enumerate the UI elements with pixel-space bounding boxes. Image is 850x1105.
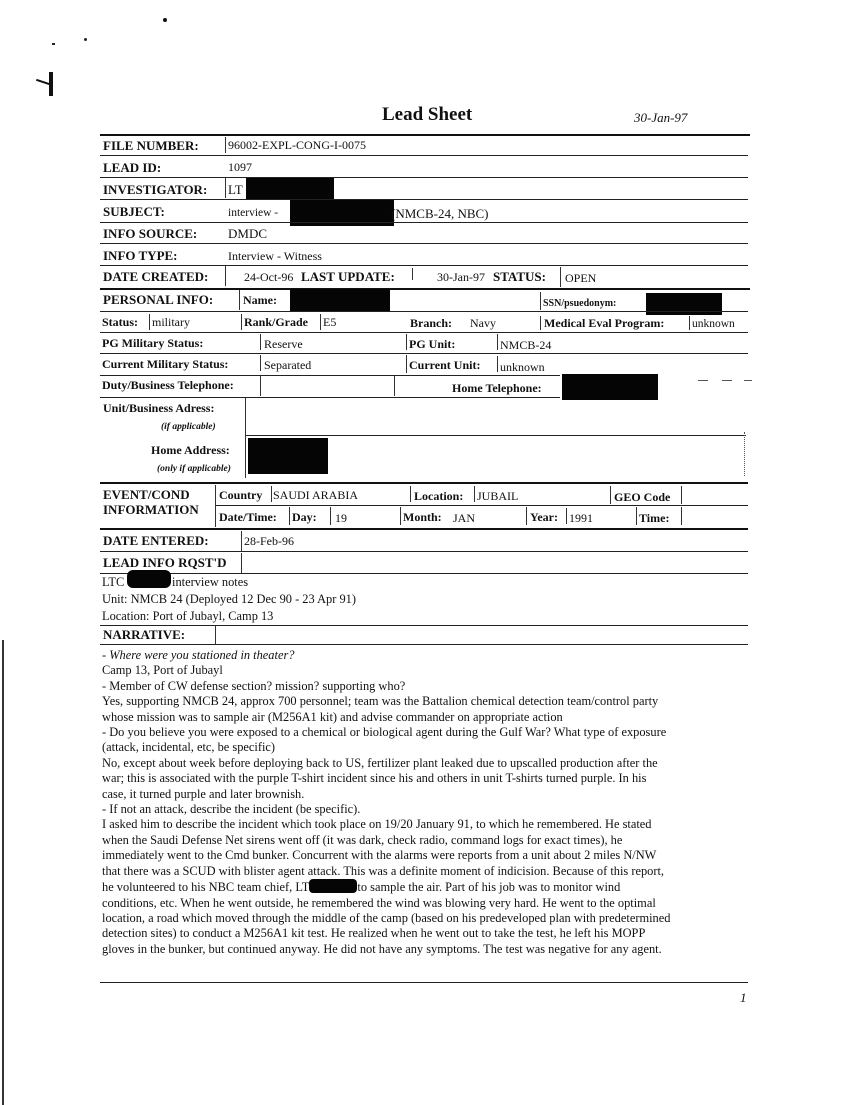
divider [406, 355, 407, 373]
pg-unit-label: PG Unit: [409, 337, 456, 351]
rule [100, 397, 560, 398]
current-status-label: Current Military Status: [102, 357, 229, 371]
info-type-label: INFO TYPE: [103, 248, 178, 263]
rule [100, 155, 748, 156]
divider [560, 267, 561, 287]
date-entered-value: 28-Feb-96 [244, 534, 294, 548]
redaction [246, 178, 334, 200]
unit-address-label: Unit/Business Adress: [103, 401, 215, 415]
scan-mark [36, 79, 50, 85]
divider [260, 376, 261, 396]
narrative-line: Camp 13, Port of Jubayl [102, 663, 223, 678]
divider [681, 507, 682, 525]
page-title: Lead Sheet [382, 104, 473, 125]
status-value: OPEN [565, 271, 597, 285]
divider [497, 334, 498, 350]
divider [689, 316, 690, 330]
rule [100, 177, 748, 178]
divider [540, 292, 541, 310]
rule [100, 265, 748, 266]
redaction [127, 570, 171, 588]
divider [744, 432, 745, 476]
redaction [309, 879, 357, 893]
date-created-value: 24-Oct-96 [244, 270, 294, 284]
subject-value-suffix: (NMCB-24, NBC) [391, 206, 489, 221]
narrative-body [102, 648, 742, 957]
narrative-line: detection sites) to conduct a M256A1 kit test. He realized when he went out to take the test, he left his MOPP [102, 926, 646, 941]
narrative-line: immediately went to the Cmd bunker. Concurrent with the alarms were reports from a unit about 2 miles N/NW [102, 848, 657, 863]
divider [241, 531, 242, 551]
file-number-label: FILE NUMBER: [103, 138, 199, 153]
rule [100, 288, 750, 290]
divider [636, 507, 637, 525]
subject-value-prefix: interview - [228, 207, 279, 219]
narrative-line: location, a road which moved through the middle of the camp (based on his predeveloped plan with predetermined [102, 910, 671, 925]
rule [100, 551, 748, 552]
divider [681, 486, 682, 504]
divider [474, 486, 475, 502]
lead-id-label: LEAD ID: [103, 160, 162, 175]
rule [100, 644, 748, 645]
last-update-label: LAST UPDATE: [301, 269, 395, 284]
narrative-line: (attack, incidental, etc, be specific) [102, 740, 276, 755]
narrative-line: No, except about week before deploying back to US, fertilizer plant leaked due to upscalled production after the [102, 755, 658, 770]
lead-info-line2: Unit: NMCB 24 (Deployed 12 Dec 90 - 23 Apr 91) [102, 592, 356, 606]
day-value: 19 [335, 511, 347, 525]
divider [330, 507, 331, 525]
divider [241, 553, 242, 573]
divider [412, 268, 413, 280]
scan-mark [49, 72, 53, 96]
pg-status-value: Reserve [264, 337, 303, 351]
lead-id-value: 1097 [228, 160, 252, 174]
narrative-line: I asked him to describe the incident which took place on 19/20 January 91, to which he remembered. He stated [102, 817, 652, 832]
rule [100, 482, 748, 484]
day-label: Day: [292, 510, 317, 524]
narrative-line: - Do you believe you were exposed to a chemical or biological agent during the Gulf War? What type of exposure [102, 725, 667, 740]
branch-value: Navy [470, 316, 496, 330]
investigator-label: INVESTIGATOR: [103, 182, 208, 197]
time-label: Time: [639, 511, 670, 525]
divider [400, 507, 401, 525]
rule [100, 222, 748, 223]
narrative-line: - Member of CW defense section? mission? supporting who? [102, 678, 406, 693]
rule [100, 332, 748, 333]
current-status-value: Separated [264, 358, 312, 372]
narrative-line: that there was a SCUD with blister agent attack. This was a definite moment of indicision. Because of this report, [102, 863, 665, 878]
home-phone-label: Home Telephone: [452, 381, 542, 395]
page-number: 1 [740, 990, 747, 1005]
country-label: Country [219, 488, 263, 502]
narrative-line: war; this is associated with the purple T-shirt incident since his and others in unit T-shirts turned purple. In his [102, 771, 647, 786]
divider [260, 334, 261, 350]
event-label-line1: EVENT/COND [103, 487, 190, 502]
info-type-value: Interview - Witness [228, 249, 322, 263]
year-value: 1991 [569, 511, 593, 525]
home-address-label: Home Address: [151, 443, 230, 457]
divider [215, 626, 216, 644]
military-status-value: military [152, 315, 190, 329]
divider [245, 398, 246, 478]
lead-info-line1-prefix: LTC [102, 575, 125, 589]
lead-info-label: LEAD INFO RQST'D [103, 555, 227, 570]
redaction [562, 374, 658, 400]
pg-status-label: PG Military Status: [102, 336, 204, 350]
divider [225, 137, 226, 153]
narrative-line: conditions, etc. When he went outside, he remembered the wind was blowing very hard. He went to the optimal [102, 895, 656, 910]
info-source-value: DMDC [228, 226, 268, 241]
divider [394, 376, 395, 396]
narrative-label: NARRATIVE: [103, 627, 186, 642]
info-source-label: INFO SOURCE: [103, 226, 198, 241]
rule [100, 134, 750, 136]
year-label: Year: [530, 510, 558, 524]
divider [320, 314, 321, 330]
scan-speck [52, 43, 55, 45]
duty-phone-label: Duty/Business Telephone: [102, 378, 234, 392]
lead-info-line3: Location: Port of Jubayl, Camp 13 [102, 609, 274, 623]
ssn-label: SSN/psuedonym: [543, 298, 617, 309]
narrative-line-with-redaction [102, 879, 742, 895]
medical-eval-value: unknown [692, 318, 735, 330]
divider [260, 355, 261, 371]
divider [497, 356, 498, 372]
narrative-line: whose mission was to sample air (M256A1 kit) and advise commander on appropriate action [102, 709, 563, 724]
date-created-label: DATE CREATED: [103, 269, 209, 284]
divider [526, 507, 527, 525]
rank-value: E5 [323, 315, 337, 329]
home-address-note: (only if applicable) [157, 464, 231, 474]
lead-info-line1-suffix: interview notes [172, 575, 249, 589]
divider [225, 266, 226, 286]
geo-code-label: GEO Code [614, 490, 671, 504]
name-label: Name: [243, 293, 277, 307]
scan-edge [2, 640, 4, 1105]
datetime-label: Date/Time: [219, 510, 277, 524]
rule [100, 199, 748, 200]
rule [100, 375, 560, 376]
narrative-line: when the Saudi Defense Net sirens went off (it was dark, check radio, command logs for exact times), he [102, 832, 623, 847]
divider [149, 314, 150, 330]
report-date: 30-Jan-97 [634, 110, 688, 125]
divider [406, 334, 407, 350]
rule [100, 353, 748, 354]
divider [241, 314, 242, 330]
narrative-line: he volunteered to his NBC team chief, LT [102, 880, 310, 895]
narrative-line: - If not an attack, describe the incident (be specific). [102, 802, 361, 817]
medical-eval-label: Medical Eval Program: [544, 316, 665, 330]
rule [100, 982, 748, 983]
branch-label: Branch: [410, 316, 452, 330]
dash-mark [744, 380, 752, 381]
month-value: JAN [453, 511, 476, 525]
personal-info-label: PERSONAL INFO: [103, 292, 214, 307]
divider [239, 290, 240, 310]
redaction [248, 438, 328, 474]
divider [271, 486, 272, 502]
unit-address-note: (if applicable) [161, 422, 216, 432]
rule [100, 625, 748, 626]
scan-speck [84, 38, 87, 41]
divider [610, 486, 611, 504]
status-row-label: Status: [102, 315, 139, 329]
divider [540, 316, 541, 330]
divider [215, 485, 216, 527]
rule [100, 573, 748, 574]
last-update-value: 30-Jan-97 [437, 270, 485, 284]
rule [216, 505, 748, 506]
rule [246, 435, 746, 436]
location-label: Location: [414, 489, 464, 503]
redaction [290, 289, 390, 311]
scan-speck [163, 18, 167, 22]
pg-unit-value: NMCB-24 [500, 338, 552, 352]
file-number-value: 96002-EXPL-CONG-I-0075 [228, 138, 366, 152]
divider [225, 178, 226, 198]
rule [100, 243, 748, 244]
current-unit-label: Current Unit: [409, 358, 481, 372]
rule [100, 528, 748, 530]
narrative-line-suffix: to sample the air. Part of his job was to monitor wind [357, 880, 621, 895]
divider [410, 486, 411, 502]
dash-mark [722, 380, 732, 381]
narrative-line: Yes, supporting NMCB 24, approx 700 personnel; team was the Battalion chemical detection team/control party [102, 694, 659, 709]
narrative-line: - Where were you stationed in theater? [102, 648, 295, 662]
date-entered-label: DATE ENTERED: [103, 533, 209, 548]
status-label: STATUS: [493, 269, 546, 284]
event-label-line2: INFORMATION [103, 502, 199, 517]
subject-label: SUBJECT: [103, 204, 165, 219]
rule [100, 311, 748, 312]
dash-mark [698, 380, 708, 381]
month-label: Month: [403, 510, 442, 524]
divider [289, 507, 290, 525]
narrative-line: gloves in the bunker, but continued anyway. He did not have any symptoms. The test was negative for any agent. [102, 941, 662, 956]
rank-label: Rank/Grade [244, 315, 309, 329]
location-value: JUBAIL [477, 489, 519, 503]
investigator-value: LT [228, 182, 243, 197]
divider [566, 508, 567, 524]
current-unit-value: unknown [500, 360, 545, 374]
country-value: SAUDI ARABIA [273, 488, 359, 502]
narrative-line: case, it turned purple and later brownish. [102, 786, 305, 801]
